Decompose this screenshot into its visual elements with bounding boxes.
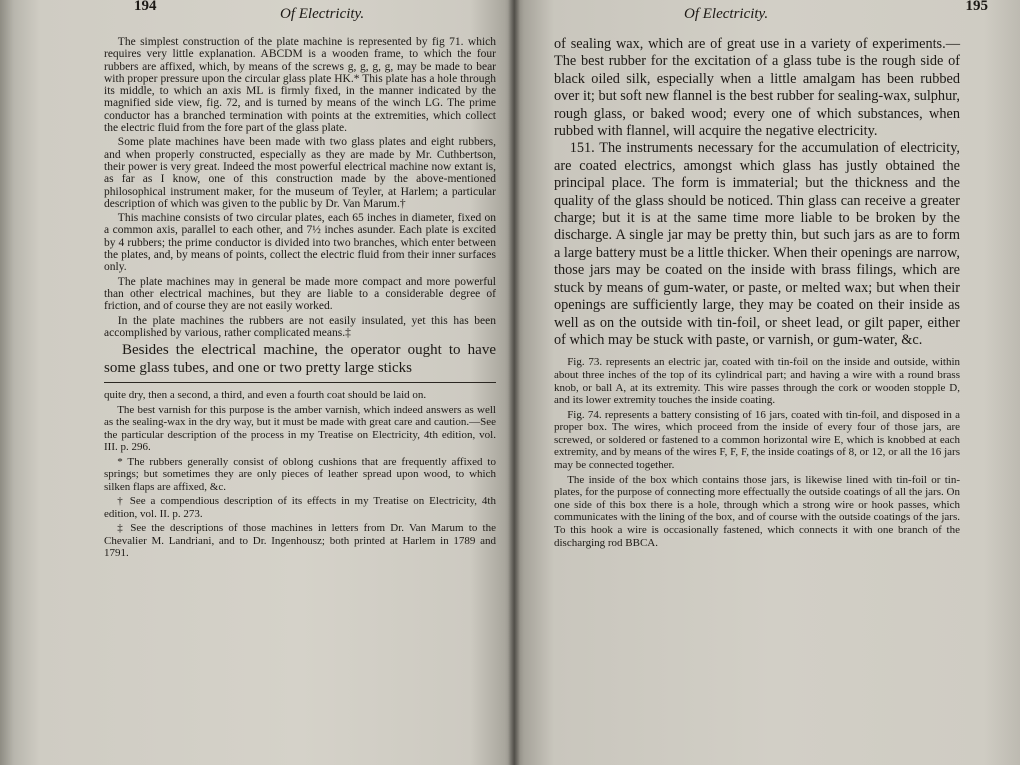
- footnote: ‡ See the descriptions of those machines in letters from Dr. Van Marum to the Chevalier M. Landriani, and to Dr. Ingenhousz; both printed at Harlem in 1789 and 1791.: [104, 522, 496, 560]
- running-title-right: Of Electricity.: [684, 6, 769, 22]
- footnote-divider: [104, 382, 496, 383]
- paragraph-large: Besides the electrical machine, the operator ought to have some glass tubes, and one or two pretty large sticks: [104, 342, 496, 377]
- paragraph: This machine consists of two circular plates, each 65 inches in diameter, fixed on a common axis, parallel to each other, and 7½ inches asunder. Each plate is excited by 4 rubbers; the prime conductor is divided into two branches, which enter between the plates, and, by means of points, collect the electric fluid from their inner surfaces only.: [104, 212, 496, 274]
- figure-description: Fig. 74. represents a battery consisting of 16 jars, coated with tin-foil, and disposed in a proper box. The wires, which proceed from the inside of every four of those jars, are screwed, or soldered or fastened to a common horizontal wire E, which is knobbed at each extremity, and by means of the wires F, F, F, the inside coatings of 8, or 12, or all the 16 jars may be connected together.: [554, 408, 960, 472]
- left-footnotes: [104, 389, 496, 560]
- running-title-left: Of Electricity.: [280, 6, 365, 22]
- footnote: The best varnish for this purpose is the amber varnish, which indeed answers as well as the sealing-wax in the dry way, but it must be made with great care and caution.—See the particular description of the process in my Treatise on Electricity, 4th edition, vol. III. p. 296.: [104, 403, 496, 454]
- page-number-right: 195: [965, 0, 988, 14]
- footnote: * The rubbers generally consist of oblong cushions that are frequently affixed to springs; but sometimes they are only pieces of leather spread upon wood, to which silken flaps are affixed, &c.: [104, 455, 496, 493]
- paragraph: The plate machines may in general be made more compact and more powerful than other electrical machines, but they are liable to a considerable degree of friction, and of course they are not easily worked.: [104, 275, 496, 313]
- book-gutter: [508, 0, 520, 765]
- page-number-left: 194: [134, 0, 157, 14]
- paragraph: 151. The instruments necessary for the accumulation of electricity, are coated electrics, amongst which glass has justly obtained the principal place. The form is immaterial; but the thickness and the quality of the glass should be noticed. Thin glass can receive a greater charge; but it is at the same time more liable to be broken by the discharge. A single jar may be pretty thin, but such jars as are to form a large battery must be a little thicker. When their openings are narrow, those jars may be coated on the inside with brass filings, which are stuck by means of gum-water, or paste, or melted wax; but when their openings are sufficiently large, they may be coated on their inside as well as on the outside with tin-foil, or sheet lead, or gilt paper, either of which may be stuck with paste, or varnish, or gum-water, &c.: [554, 140, 960, 348]
- footnote: quite dry, then a second, a third, and even a fourth coat should be laid on.: [104, 389, 427, 402]
- paragraph: Some plate machines have been made with two glass plates and eight rubbers, and when properly constructed, especially as they are made by Mr. Cuthbertson, their power is very great. Indeed the most powerful electrical machine now extant is, as far as I know, one of this construction made by the above-mentioned philosophical instrument maker, for the museum of Teyler, at Harlem; a particular description of which was given to the public by Dr. Van Marum.†: [104, 136, 496, 210]
- right-page: [514, 0, 1020, 765]
- right-body-text: [554, 36, 960, 349]
- right-figure-descriptions: [554, 356, 960, 549]
- right-running-head: [554, 0, 988, 36]
- left-running-head: [104, 0, 496, 36]
- paragraph: In the plate machines the rubbers are not easily insulated, yet this has been accomplished by various, rather complicated means.‡: [104, 314, 496, 339]
- footnote: † See a compendious description of its effects in my Treatise on Electricity, 4th edition, vol. II. p. 273.: [104, 495, 496, 520]
- paragraph: of sealing wax, which are of great use in a variety of experiments.—The best rubber for the excitation of a glass tube is the rough side of black oiled silk, especially when a little amalgam has been rubbed over it; but soft new flannel is the best rubber for sealing-wax, sulphur, rough glass, or baked wood; every one of which substances, when rubbed with flannel, will acquire the negative electricity.: [554, 36, 960, 140]
- paragraph: The simplest construction of the plate machine is represented by fig 71. which requires very little explanation. ABCDM is a wooden frame, to which the four rubbers are affixed, which, by means of the screws g, g, g, g, may be made to bear with proper pressure upon the circular glass plate HK.* This plate has a hole through its middle, to which an axis ML is firmly fixed, in the manner indicated by the magnified side view, fig. 72, and is turned by means of the winch LG. The prime conductor has a branched termination with points at the extremities, which collect the electric fluid from the fore part of the glass plate.: [104, 36, 496, 135]
- figure-description: Fig. 73. represents an electric jar, coated with tin-foil on the inside and outside, within about three inches of the top of its cylindrical part; and having a wire with a round brass knob, or ball A, at its extremity. This wire passes through the cork or wooden stopple D, and its lower extremity touches the inside coating.: [554, 356, 960, 407]
- figure-description: The inside of the box which contains those jars, is likewise lined with tin-foil or tin-plates, for the purpose of connecting more effectually the outside coatings of all the jars. On one side of this box there is a hole, through which a strong wire or hook passes, which communicates with the lining of the box, and of course with the outside coatings of the jars. To this hook a wire is occasionally fastened, which connects it with one branch of the discharging rod BBCA.: [554, 473, 960, 549]
- left-body-text: [104, 36, 496, 377]
